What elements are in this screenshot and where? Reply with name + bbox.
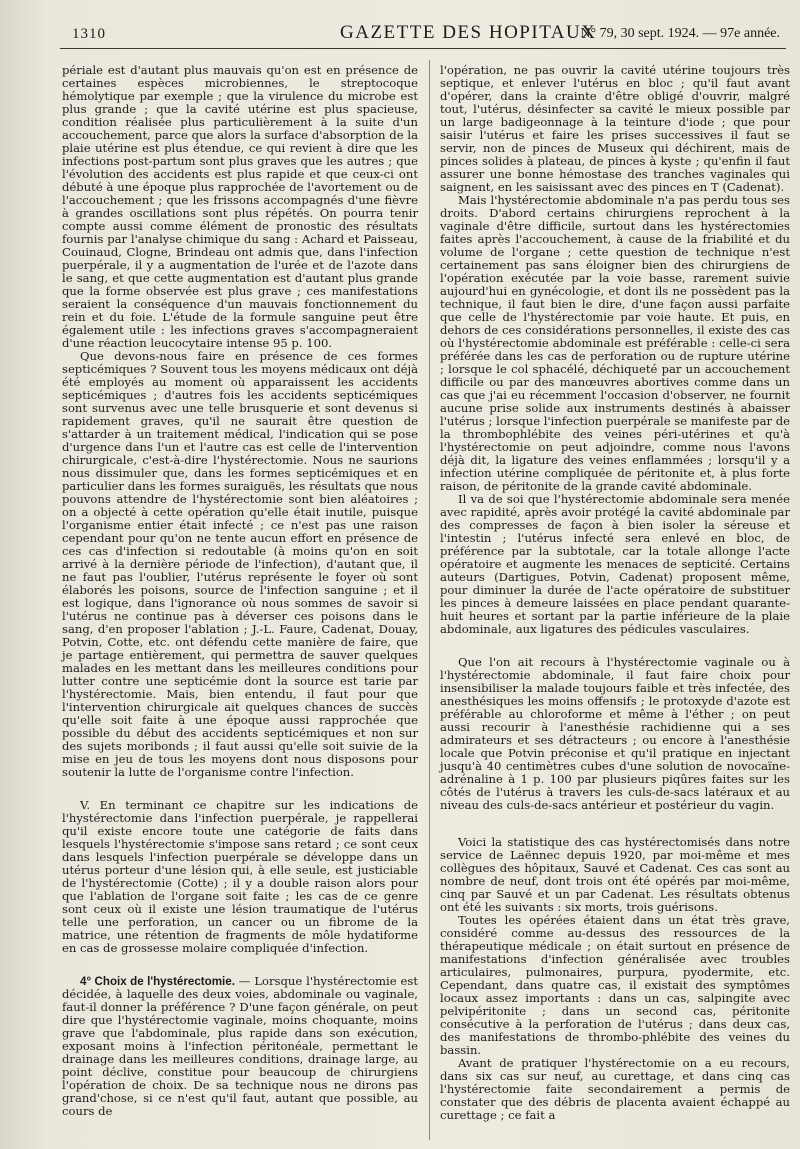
section-body: — Lorsque l'hystérectomie est décidée, à laquelle des deux voies, abdominale ou vaginale, faut-il donner la préférence ? D'une façon générale, on peut dire que l'hystérectomie vaginale, moins choquante, moins grave que l'abdominale, plus rapide dans son exécution, exposant moins à l'infection péritonéale, permettant le drainage dans les meilleures conditions, drainage large, au point déclive, constitue pour beaucoup de chirurgiens l'opération de choix. De sa technique nous ne dirons pas grand'chose, si ce n'est qu'il faut, autant que possible, au cours de: [62, 974, 418, 1118]
section-gap: [440, 812, 790, 836]
paragraph: Avant de pratiquer l'hystérectomie on a eu recours, dans six cas sur neuf, au curettage, et dans cinq cas l'hystérectomie faite secondairement a permis de constater que des débris de placenta avaient échappé au curettage ; ce fait a: [440, 1056, 790, 1122]
paragraph: Toutes les opérées étaient dans un état très grave, considéré comme au-dessus des ressources de la thérapeutique médicale ; on était surtout en présence de manifestations d'infection généralisée avec troubles articulaires, pulmonaires, purpura, pyodermite, etc. Cependant, dans quatre cas, il existait des symptômes locaux assez importants : dans un cas, salpingite avec pelvipéritonite ; dans un second cas, péritonite consécutive à la perforation de l'utérus ; dans deux cas, des manifestations de thrombo-phlébite des veines du bassin.: [440, 913, 790, 1057]
column-divider: [429, 60, 430, 1140]
section-gap: [62, 779, 418, 799]
paragraph: Que devons-nous faire en présence de ces formes septicémiques ? Souvent tous les moyens médicaux ont déjà été employés au moment où apparaissent les accidents septicémiques ; d'autres fois les accidents septicémiques sont survenus avec une telle brusquerie et sont devenus si rapidement graves, qu'il ne saurait être question de s'attarder à un traitement médical, l'indication qui se pose d'urgence dans l'un et l'autre cas est celle de l'intervention chirurgicale, c'est-à-dire l'hystérectomie. Nous ne saurions nous dissimuler que, dans les formes septicémiques et en particulier dans les formes suraiguës, les résultats que nous pouvons attendre de l'hystérectomie sont bien aléatoires ; on a objecté à cette opération qu'elle était inutile, puisque l'organisme entier était infecté ; ce n'est pas une raison cependant pour qu'on ne tente aucun effort en présence de ces cas d'infection si redoutable (à moins qu'on en soit arrivé à la dernière période de l'infection), d'autant que, il ne faut pas l'oublier, l'utérus représente le foyer où sont élaborés les poisons, source de l'infection sanguine ; et il est logique, dans l'ignorance où nous sommes de savoir si l'utérus ne continue pas à déverser ces poisons dans le sang, d'en proposer l'ablation ; J.-L. Faure, Cadenat, Douay, Potvin, Cotte, etc. ont défendu cette manière de faire, que je partage entièrement, qui permettra de sauver quelques malades en les mettant dans les meilleures conditions pour lutter contre une septicémie dont la source est tarie par l'hystérectomie. Mais, bien entendu, il faut pour que l'intervention chirurgicale ait quelques chances de succès qu'elle soit faite à une époque aussi rapprochée que possible du début des accidents septicémiques et non sur des sujets moribonds ; il faut aussi qu'elle soit suivie de la mise en jeu de tous les moyens dont nous disposons pour soutenir la lutte de l'organisme contre l'infection.: [62, 349, 418, 779]
right-column: [440, 64, 790, 1134]
paragraph: Que l'on ait recours à l'hystérectomie vaginale ou à l'hystérectomie abdominale, il faut faire choix pour insensibiliser la malade toujours faible et très infectée, des anesthésiques les moins offensifs ; le protoxyde d'azote est préférable au chloroforme et même à l'éther ; on peut aussi recourir à l'anesthésie rachidienne qui a ses admirateurs et ses détracteurs ; ou encore à l'anesthésie locale que Potvin préconise et qu'il pratique en injectant jusqu'à 40 centimètres cubes d'une solution de novocaïne-adrénaline à 1 p. 100 par plusieurs piqûres faites sur les côtés de l'utérus à travers les culs-de-sacs latéraux et au niveau des culs-de-sacs antérieur et postérieur du vagin.: [440, 655, 790, 812]
section-paragraph: [62, 975, 418, 1118]
section-gap: [440, 636, 790, 656]
left-column: [62, 64, 418, 1134]
paragraph: Il va de soi que l'hystérectomie abdominale sera menée avec rapidité, après avoir protégé la cavité abdominale par des compresses de façon à bien isoler la séreuse et l'intestin ; l'utérus infecté sera enlevé en bloc, de préférence par la subtotale, car la totale allonge l'acte opératoire et augmente les menaces de septicité. Certains auteurs (Dartigues, Potvin, Cadenat) proposent même, pour diminuer la durée de l'acte opératoire de substituer les pinces à demeure laissées en place pendant quarante-huit heures et sortant par la partie inférieure de la plaie abdominale, aux ligatures des pédicules vasculaires.: [440, 492, 790, 636]
running-header: [40, 22, 786, 48]
paragraph: V. En terminant ce chapitre sur les indications de l'hystérectomie dans l'infection puerpérale, je rappellerai qu'il existe encore toute une catégorie de faits dans lesquels l'hystérectomie s'impose sans retard ; ce sont ceux dans lesquels l'infection puerpérale se développe dans un utérus porteur d'une lésion qui, à elle seule, est justiciable de l'hystérectomie (Cotte) ; il y a double raison alors pour que l'ablation de l'organe soit faite ; les cas de ce genre sont ceux où il existe une lésion traumatique de l'utérus telle une perforation, un cancer ou un fibrome de la matrice, une rétention de fragments de môle hydatiforme en cas de grossesse molaire compliquée d'infection.: [62, 798, 418, 955]
section-heading: 4° Choix de l'hystérectomie.: [80, 975, 235, 988]
paragraph: l'opération, ne pas ouvrir la cavité utérine toujours très septique, et enlever l'utérus en bloc ; qu'il faut avant d'opérer, dans la crainte d'être obligé d'ouvrir, malgré tout, l'utérus, désinfecter sa cavité le mieux possible par un large badigeonnage à la teinture d'iode ; que pour saisir l'utérus et faire les prises successives il faut se servir, non de pinces de Museux qui déchirent, mais de pinces solides à plateau, de pinces à kyste ; qu'enfin il faut assurer une bonne hémostase des tranches vaginales qui saignent, en les saisissant avec des pinces en T (Cadenat).: [440, 63, 790, 194]
section-gap: [62, 955, 418, 975]
paragraph: Voici la statistique des cas hystérectomisés dans notre service de Laënnec depuis 1920, par moi-même et mes collègues des hôpitaux, Sauvé et Cadenat. Ces cas sont au nombre de neuf, dont trois ont été opérés par moi-même, cinq par Sauvé et un par Cadenat. Les résultats obtenus ont été les suivants : six morts, trois guérisons.: [440, 835, 790, 914]
paragraph: Mais l'hystérectomie abdominale n'a pas perdu tous ses droits. D'abord certains chirurgiens reprochent à la vaginale d'être difficile, surtout dans les hystérectomies faites après l'accouchement, à cause de la friabilité et du volume de l'organe ; cette question de technique n'est certainement pas sans éloigner bien des chirurgiens de l'opération exécutée par la voie basse, rarement suivie aujourd'hui en gynécologie, et dont ils ne possèdent pas la technique, il faut bien le dire, d'une façon aussi parfaite que celle de l'hystérectomie par voie haute. Et puis, en dehors de ces considérations personnelles, il existe des cas où l'hystérectomie abdominale est préférable : celle-ci sera préférée dans les cas de perforation ou de rupture utérine ; lorsque le col sphacélé, déchiqueté par un accouchement difficile ou par des manœuvres abortives comme dans un cas que j'ai eu récemment l'occasion d'observer, ne fournit aucune prise solide aux instruments destinés à abaisser l'utérus ; lorsque l'infection puerpérale se manifeste par de la thrombophlébite des veines péri-utérines et qu'à l'hystérectomie on peut adjoindre, comme nous l'avons déjà dit, la ligature des veines enflammées ; lorsqu'il y a infection utérine compliquée de péritonite et, à plus forte raison, de péritonite de la grande cavité abdominale.: [440, 193, 790, 493]
journal-title: GAZETTE DES HOPITAUX: [340, 22, 597, 43]
paragraph: périale est d'autant plus mauvais qu'on est en présence de certaines espèces microbiennes, le streptocoque hémolytique par exemple ; que la virulence du microbe est plus grande ; que la cavité utérine est plus spacieuse, condition réalisée plus particulièrement à la suite d'un accouchement, parce que alors la surface d'absorption de la plaie utérine est plus étendue, ce qui revient à dire que les infections post-partum sont plus graves que les autres ; que l'évolution des accidents est plus rapide et que ceux-ci ont débuté à une époque plus rapprochée de l'avortement ou de l'accouchement ; que les frissons accompagnés d'une fièvre à grandes oscillations sont plus répétés. On pourra tenir compte aussi comme élément de pronostic des résultats fournis par l'analyse chimique du sang : Achard et Paisseau, Couinaud, Clogne, Brindeau ont admis que, dans l'infection puerpérale, il y a augmentation de l'urée et de l'azote dans le sang, et que cette augmentation est d'autant plus grande que la forme observée est plus grave ; ces manifestations seraient la conséquence d'un mauvais fonctionnement du rein et du foie. L'étude de la formule sanguine peut être également utile : les infections graves s'accompagneraient d'une réaction leucocytaire intense 95 p. 100.: [62, 63, 418, 350]
page-number: 1310: [72, 26, 106, 42]
issue-info: N° 79, 30 sept. 1924. — 97e année.: [580, 26, 780, 41]
header-rule: [60, 48, 786, 49]
